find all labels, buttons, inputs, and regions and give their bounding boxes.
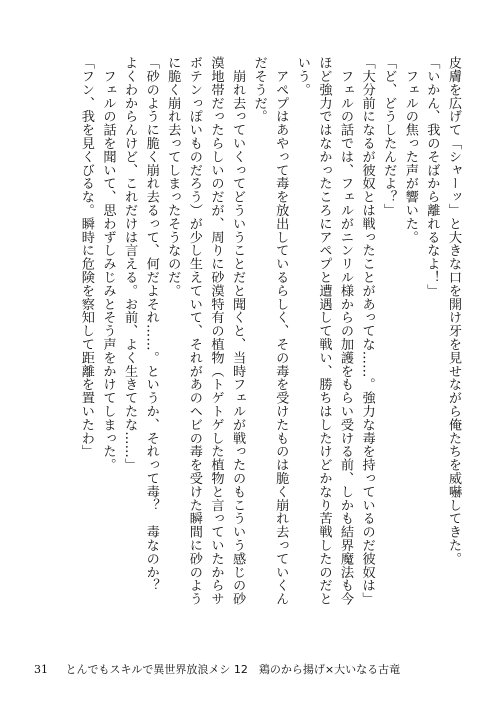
paragraph: 「ど、どうしたんだよ？」 (381, 56, 397, 217)
page-footer (34, 661, 474, 679)
paragraph: 「いかん、我のそばから離れるなよ！」 (424, 56, 440, 298)
running-title: とんでもスキルで異世界放浪メシ 12 鶏のから揚げ×大いなる古竜 (65, 663, 401, 676)
paragraph: フェルの話を聞いて、思わずしみじみとそう声をかけてしまった。 (100, 56, 116, 472)
paragraph: 「砂のように脆く崩れ去るって、何だよそれ……。というか、それって毒？ 毒なのか？ よくわからんけど、これだけは言える。お前、よく生きてたな……」 (122, 56, 159, 606)
paragraph: アペプはあやって毒を放出しているらしく、その毒を受けたものは脆く崩れ去っていくんだそうだ。 (251, 56, 289, 606)
page-number: 31 (34, 663, 48, 676)
paragraph: 「大分前になるが彼奴とは戦ったことがあってな……。強力な毒を持っているのだ彼奴は」 (359, 56, 375, 606)
paragraph: フェルの焦った声が響いた。 (402, 56, 418, 244)
paragraph: フェルの話では、フェルがニンリル様からの加護をもらい受ける前、しかも結界魔法も今ほど強力ではなかったころにアペプと遭遇して戦い、勝ちはしたけどかなり苦戦したのだという。 (294, 56, 354, 606)
paragraph: 崩れ去っていくってどういうことだと聞くと、当時フェルが戦ったのもこういう感じの砂漠地帯だったらしいのだが、周りに砂漠特有の植物（トゲトゲした植物と言っていたからサボテンっぽいものだろう）が少し生えていて、それがあのヘビの毒を受けた瞬間に砂のように脆く崩れ去ってしまったそうなのだ。 (165, 56, 246, 606)
vertical-text-body (34, 56, 464, 616)
paragraph: 「フン、我を見くびるな。瞬時に危険を察知して距離を置いたわ」 (78, 56, 94, 458)
paragraph: 皮膚を広げて「シャーッ」と大きな口を開け牙を見せながら俺たちを威嚇してきた。 (446, 56, 461, 566)
